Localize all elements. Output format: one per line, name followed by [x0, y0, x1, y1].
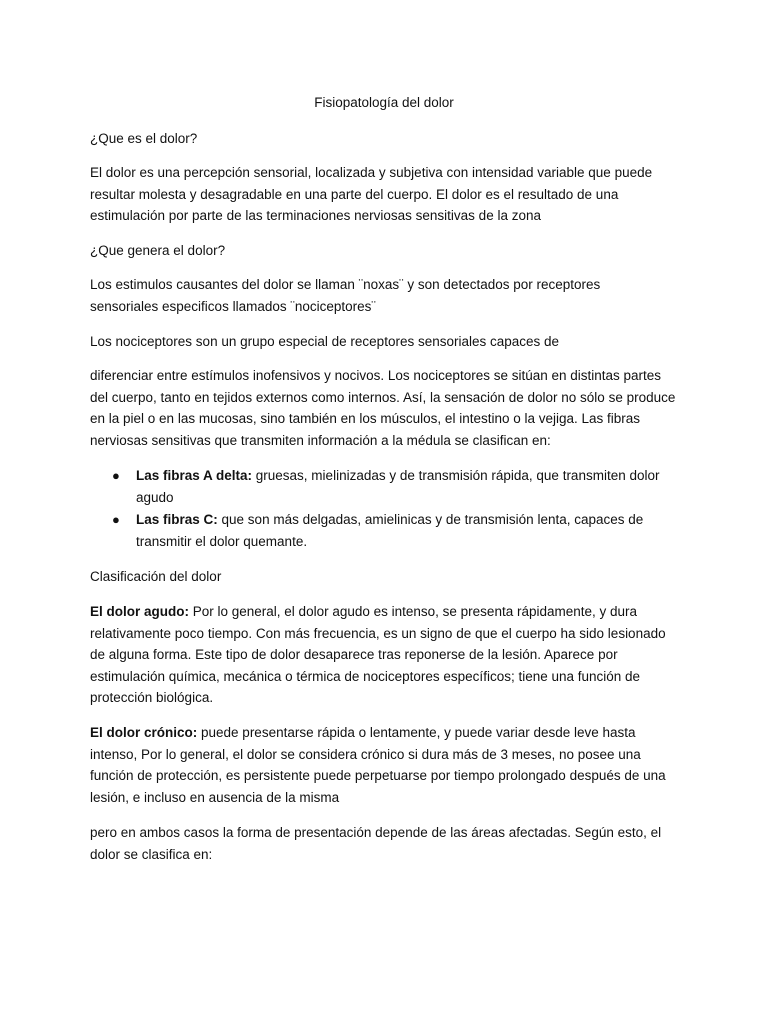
fiber-types-list [90, 465, 660, 553]
chronic-pain-paragraph [90, 722, 670, 808]
question-what-is-pain: ¿Que es el dolor? [90, 131, 198, 146]
bullet-icon: ● [112, 512, 120, 527]
acute-pain-label: El dolor agudo: [90, 604, 189, 619]
document-title: Fisiopatología del dolor [314, 95, 454, 110]
fiber-c-label: Las fibras C: [136, 512, 218, 527]
fiber-c-text: que son más delgadas, amielinicas y de transmisión lenta, capaces de transmitir el dolor quemante. [136, 512, 644, 549]
noxas-paragraph: Los estimulos causantes del dolor se llaman ¨noxas¨ y son detectados por receptores sensoriales especificos llamados ¨nociceptores¨ [90, 277, 601, 314]
acute-pain-paragraph [90, 601, 682, 709]
fiber-a-delta-text: gruesas, mielinizadas y de transmisión rápida, que transmiten dolor agudo [136, 468, 660, 505]
nociceptors-paragraph: diferenciar entre estímulos inofensivos y nocivos. Los nociceptores se sitúan en distintas partes del cuerpo, tanto en tejidos externos como internos. Así, la sensación de dolor no sólo se produce en la piel o en las mucosas, sino también en los músculos, el intestino o la vejiga. Las fibras nerviosas sensitivas que transmiten información a la médula se clasifican en: [90, 368, 676, 448]
list-item [90, 509, 660, 552]
definition-paragraph: El dolor es una percepción sensorial, localizada y subjetiva con intensidad variable que puede resultar molesta y desagradable en una parte del cuerpo. El dolor es el resultado de una estimulación por parte de las terminaciones nerviosas sensitivas de la zona [90, 165, 653, 223]
list-item [90, 465, 660, 508]
question-what-causes-pain: ¿Que genera el dolor? [90, 243, 226, 258]
chronic-pain-label: El dolor crónico: [90, 725, 198, 740]
classification-heading: Clasificación del dolor [90, 569, 222, 584]
bullet-icon: ● [112, 468, 120, 483]
acute-pain-text: Por lo general, el dolor agudo es intenso, se presenta rápidamente, y dura relativamente poco tiempo. Con más frecuencia, es un signo de que el cuerpo ha sido lesionado de alguna forma. Este tipo de dolor desaparece tras reponerse de la lesión. Aparece por estimulación química, mecánica o térmica de nociceptores específicos; tiene una función de protección biológica. [90, 604, 666, 705]
final-paragraph: pero en ambos casos la forma de presentación depende de las áreas afectadas. Según esto, el dolor se clasifica en: [90, 825, 662, 862]
chronic-pain-text: puede presentarse rápida o lentamente, y puede variar desde leve hasta intenso, Por lo general, el dolor se considera crónico si dura más de 3 meses, no posee una función de protección, es persistente puede perpetuarse por tiempo prolongado después de una lesión, e incluso en ausencia de la misma [90, 725, 666, 805]
nociceptors-intro-paragraph: Los nociceptores son un grupo especial de receptores sensoriales capaces de [90, 334, 560, 349]
fiber-a-delta-label: Las fibras A delta: [136, 468, 253, 483]
